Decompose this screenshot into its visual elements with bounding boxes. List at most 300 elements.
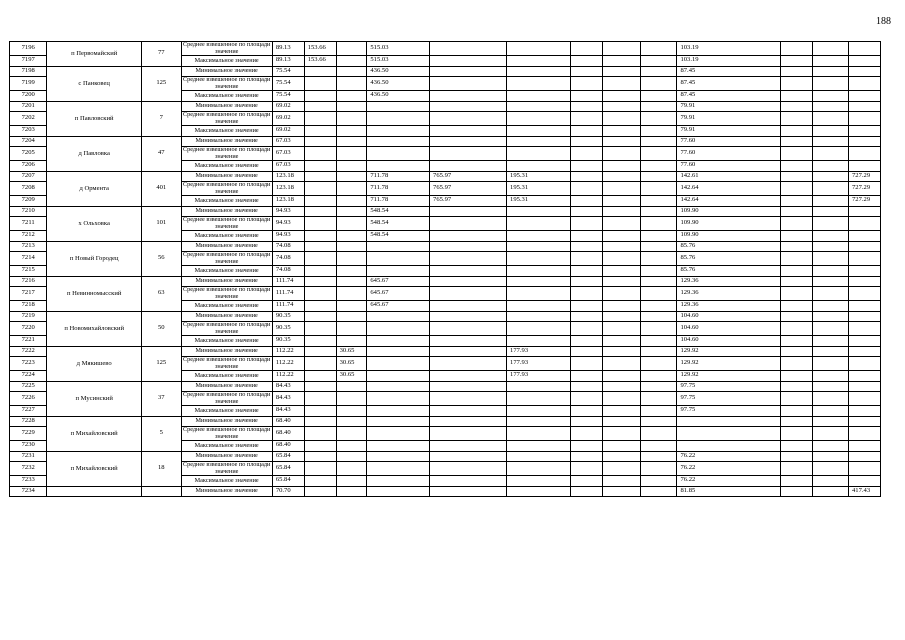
value-cell-1: 94.93 bbox=[272, 217, 304, 231]
table-row bbox=[10, 346, 881, 357]
value-cell-8 bbox=[602, 441, 640, 452]
value-cell-3 bbox=[336, 196, 367, 207]
value-cell-2 bbox=[304, 112, 336, 126]
value-cell-13 bbox=[849, 252, 881, 266]
value-cell-2 bbox=[304, 136, 336, 147]
value-cell-3 bbox=[336, 42, 367, 56]
row-id: 7207 bbox=[10, 171, 47, 182]
value-cell-12 bbox=[812, 42, 848, 56]
table-row bbox=[10, 276, 881, 287]
value-cell-12 bbox=[812, 392, 848, 406]
value-type: Максимальное значение bbox=[181, 196, 272, 207]
population: 401 bbox=[141, 171, 181, 206]
value-cell-5 bbox=[430, 427, 507, 441]
value-cell-12 bbox=[812, 126, 848, 137]
value-cell-1: 68.40 bbox=[272, 427, 304, 441]
row-id: 7220 bbox=[10, 322, 47, 336]
value-cell-11 bbox=[780, 486, 812, 497]
value-cell-1: 90.35 bbox=[272, 311, 304, 322]
value-cell-9 bbox=[641, 56, 677, 67]
value-cell-12 bbox=[812, 241, 848, 252]
value-cell-4 bbox=[367, 427, 430, 441]
value-cell-7 bbox=[570, 311, 602, 322]
value-cell-13: 417.43 bbox=[849, 486, 881, 497]
value-cell-6: 195.31 bbox=[507, 182, 571, 196]
settlement-name: п Новомихайловский bbox=[47, 311, 142, 346]
value-cell-11 bbox=[780, 301, 812, 312]
value-cell-1: 111.74 bbox=[272, 301, 304, 312]
settlement-name: п Мусинский bbox=[47, 381, 142, 416]
value-cell-13 bbox=[849, 392, 881, 406]
value-cell-3 bbox=[336, 322, 367, 336]
value-cell-5: 765.97 bbox=[430, 171, 507, 182]
table-row bbox=[10, 241, 881, 252]
value-cell-13 bbox=[849, 371, 881, 382]
value-cell-2: 153.66 bbox=[304, 42, 336, 56]
value-cell-9 bbox=[641, 427, 677, 441]
value-cell-10: 129.92 bbox=[677, 357, 780, 371]
value-cell-2 bbox=[304, 311, 336, 322]
value-cell-9 bbox=[641, 196, 677, 207]
value-cell-9 bbox=[641, 136, 677, 147]
value-cell-6 bbox=[507, 311, 571, 322]
value-type: Среднее взвешенное по площади значение bbox=[182, 426, 271, 440]
value-cell-3: 30.65 bbox=[336, 357, 367, 371]
value-cell-11 bbox=[780, 371, 812, 382]
value-cell-13 bbox=[849, 406, 881, 417]
value-cell-3 bbox=[336, 486, 367, 497]
value-cell-3 bbox=[336, 441, 367, 452]
value-cell-12 bbox=[812, 311, 848, 322]
value-cell-2 bbox=[304, 161, 336, 172]
value-cell-6 bbox=[507, 381, 571, 392]
value-cell-7 bbox=[570, 381, 602, 392]
value-cell-1: 65.84 bbox=[272, 462, 304, 476]
value-cell-6: 195.31 bbox=[507, 171, 571, 182]
value-type: Минимальное значение bbox=[181, 381, 272, 392]
value-cell-12 bbox=[812, 441, 848, 452]
value-cell-10: 97.75 bbox=[677, 392, 780, 406]
value-cell-10: 85.76 bbox=[677, 252, 780, 266]
row-id: 7200 bbox=[10, 91, 47, 102]
value-cell-5 bbox=[430, 241, 507, 252]
value-cell-1: 123.18 bbox=[272, 171, 304, 182]
value-cell-3 bbox=[336, 56, 367, 67]
value-cell-5 bbox=[430, 42, 507, 56]
value-cell-10: 79.91 bbox=[677, 101, 780, 112]
population: 5 bbox=[141, 416, 181, 451]
value-cell-6 bbox=[507, 441, 571, 452]
value-cell-9 bbox=[641, 381, 677, 392]
value-cell-5 bbox=[430, 357, 507, 371]
population bbox=[141, 486, 181, 497]
value-cell-12 bbox=[812, 322, 848, 336]
value-cell-3 bbox=[336, 126, 367, 137]
value-cell-12 bbox=[812, 486, 848, 497]
value-cell-1: 123.18 bbox=[272, 182, 304, 196]
value-cell-6 bbox=[507, 276, 571, 287]
value-cell-6 bbox=[507, 266, 571, 277]
value-cell-8 bbox=[602, 241, 640, 252]
value-cell-10 bbox=[677, 427, 780, 441]
value-cell-6: 177.93 bbox=[507, 371, 571, 382]
value-cell-13 bbox=[849, 462, 881, 476]
value-cell-4: 645.67 bbox=[367, 287, 430, 301]
value-cell-8 bbox=[602, 66, 640, 77]
value-cell-2 bbox=[304, 196, 336, 207]
value-type: Максимальное значение bbox=[181, 406, 272, 417]
value-cell-11 bbox=[780, 427, 812, 441]
value-cell-8 bbox=[602, 56, 640, 67]
value-cell-3 bbox=[336, 252, 367, 266]
value-cell-11 bbox=[780, 462, 812, 476]
value-cell-3 bbox=[336, 66, 367, 77]
value-cell-4: 436.50 bbox=[367, 77, 430, 91]
value-cell-4 bbox=[367, 381, 430, 392]
value-cell-9 bbox=[641, 112, 677, 126]
value-cell-7 bbox=[570, 196, 602, 207]
value-cell-5 bbox=[430, 136, 507, 147]
value-cell-7 bbox=[570, 427, 602, 441]
value-cell-4 bbox=[367, 126, 430, 137]
value-cell-6 bbox=[507, 77, 571, 91]
value-cell-8 bbox=[602, 336, 640, 347]
value-cell-5 bbox=[430, 77, 507, 91]
value-cell-3 bbox=[336, 301, 367, 312]
value-type: Минимальное значение bbox=[181, 241, 272, 252]
value-cell-11 bbox=[780, 161, 812, 172]
value-cell-8 bbox=[602, 42, 640, 56]
value-cell-3 bbox=[336, 112, 367, 126]
value-cell-3 bbox=[336, 311, 367, 322]
value-cell-2 bbox=[304, 217, 336, 231]
value-cell-6 bbox=[507, 101, 571, 112]
value-cell-7 bbox=[570, 357, 602, 371]
value-cell-10: 87.45 bbox=[677, 66, 780, 77]
value-cell-3 bbox=[336, 462, 367, 476]
settlement-name: д Павловка bbox=[47, 136, 142, 171]
value-cell-5: 765.97 bbox=[430, 196, 507, 207]
settlement-name: д Ормента bbox=[47, 171, 142, 206]
value-cell-11 bbox=[780, 77, 812, 91]
value-cell-5 bbox=[430, 462, 507, 476]
value-cell-7 bbox=[570, 66, 602, 77]
value-cell-4 bbox=[367, 486, 430, 497]
value-cell-1: 74.08 bbox=[272, 266, 304, 277]
value-cell-8 bbox=[602, 206, 640, 217]
value-cell-10: 129.36 bbox=[677, 287, 780, 301]
value-cell-10: 79.91 bbox=[677, 126, 780, 137]
table-row bbox=[10, 416, 881, 427]
value-type: Минимальное значение bbox=[181, 346, 272, 357]
value-type: Максимальное значение bbox=[181, 126, 272, 137]
value-cell-5 bbox=[430, 91, 507, 102]
value-cell-1: 75.54 bbox=[272, 77, 304, 91]
value-cell-8 bbox=[602, 381, 640, 392]
value-cell-12 bbox=[812, 77, 848, 91]
table-row bbox=[10, 206, 881, 217]
value-cell-6 bbox=[507, 91, 571, 102]
value-cell-4 bbox=[367, 101, 430, 112]
value-cell-13 bbox=[849, 311, 881, 322]
value-cell-4 bbox=[367, 371, 430, 382]
value-cell-5 bbox=[430, 416, 507, 427]
value-cell-7 bbox=[570, 322, 602, 336]
value-cell-5 bbox=[430, 301, 507, 312]
value-cell-7 bbox=[570, 101, 602, 112]
population: 77 bbox=[141, 42, 181, 67]
value-cell-7 bbox=[570, 217, 602, 231]
value-cell-12 bbox=[812, 147, 848, 161]
value-cell-4 bbox=[367, 462, 430, 476]
value-cell-12 bbox=[812, 196, 848, 207]
value-cell-5 bbox=[430, 161, 507, 172]
value-cell-3 bbox=[336, 451, 367, 462]
value-cell-10: 104.60 bbox=[677, 311, 780, 322]
value-cell-4: 436.50 bbox=[367, 66, 430, 77]
value-cell-6: 195.31 bbox=[507, 196, 571, 207]
row-id: 7228 bbox=[10, 416, 47, 427]
value-cell-4 bbox=[367, 336, 430, 347]
value-cell-12 bbox=[812, 427, 848, 441]
value-cell-1: 69.02 bbox=[272, 101, 304, 112]
value-cell-12 bbox=[812, 66, 848, 77]
value-cell-4 bbox=[367, 252, 430, 266]
value-cell-2 bbox=[304, 406, 336, 417]
value-cell-1: 74.08 bbox=[272, 252, 304, 266]
value-cell-8 bbox=[602, 266, 640, 277]
value-cell-6 bbox=[507, 161, 571, 172]
value-cell-1: 84.43 bbox=[272, 406, 304, 417]
value-cell-5 bbox=[430, 206, 507, 217]
value-cell-1: 112.22 bbox=[272, 371, 304, 382]
value-cell-8 bbox=[602, 136, 640, 147]
value-cell-13 bbox=[849, 441, 881, 452]
value-cell-10: 77.60 bbox=[677, 136, 780, 147]
value-cell-7 bbox=[570, 77, 602, 91]
row-id: 7221 bbox=[10, 336, 47, 347]
value-cell-11 bbox=[780, 252, 812, 266]
value-cell-10: 76.22 bbox=[677, 462, 780, 476]
settlement-name: с Панковец bbox=[47, 66, 142, 101]
value-cell-4: 548.54 bbox=[367, 217, 430, 231]
value-cell-3 bbox=[336, 241, 367, 252]
value-cell-10: 103.19 bbox=[677, 56, 780, 67]
value-cell-9 bbox=[641, 77, 677, 91]
value-cell-5 bbox=[430, 322, 507, 336]
value-cell-10: 79.91 bbox=[677, 112, 780, 126]
value-cell-12 bbox=[812, 112, 848, 126]
value-type: Среднее взвешенное по площади значение bbox=[182, 286, 271, 300]
value-cell-8 bbox=[602, 276, 640, 287]
value-cell-13 bbox=[849, 136, 881, 147]
value-cell-1: 89.13 bbox=[272, 42, 304, 56]
value-cell-5 bbox=[430, 476, 507, 487]
row-id: 7232 bbox=[10, 462, 47, 476]
value-cell-13: 727.29 bbox=[849, 171, 881, 182]
value-cell-13 bbox=[849, 287, 881, 301]
value-cell-13 bbox=[849, 266, 881, 277]
value-cell-13 bbox=[849, 241, 881, 252]
value-type: Максимальное значение bbox=[181, 441, 272, 452]
value-cell-11 bbox=[780, 346, 812, 357]
value-cell-6 bbox=[507, 416, 571, 427]
value-cell-5 bbox=[430, 231, 507, 242]
table-row bbox=[10, 486, 881, 497]
value-cell-7 bbox=[570, 451, 602, 462]
value-cell-13 bbox=[849, 476, 881, 487]
population: 37 bbox=[141, 381, 181, 416]
value-cell-11 bbox=[780, 136, 812, 147]
value-cell-7 bbox=[570, 252, 602, 266]
value-cell-9 bbox=[641, 287, 677, 301]
value-cell-8 bbox=[602, 406, 640, 417]
value-cell-13: 727.29 bbox=[849, 182, 881, 196]
value-cell-10 bbox=[677, 441, 780, 452]
value-cell-12 bbox=[812, 217, 848, 231]
value-cell-9 bbox=[641, 462, 677, 476]
value-cell-9 bbox=[641, 147, 677, 161]
value-cell-4 bbox=[367, 346, 430, 357]
value-cell-10: 103.19 bbox=[677, 42, 780, 56]
value-cell-8 bbox=[602, 217, 640, 231]
table-row bbox=[10, 42, 881, 56]
value-cell-2 bbox=[304, 381, 336, 392]
value-type: Среднее взвешенное по площади значение bbox=[182, 146, 271, 160]
value-type: Максимальное значение bbox=[181, 91, 272, 102]
population: 101 bbox=[141, 206, 181, 241]
value-cell-4 bbox=[367, 441, 430, 452]
value-cell-4 bbox=[367, 406, 430, 417]
value-cell-3 bbox=[336, 217, 367, 231]
value-cell-3 bbox=[336, 276, 367, 287]
value-cell-10: 109.90 bbox=[677, 217, 780, 231]
value-cell-5 bbox=[430, 441, 507, 452]
value-cell-5 bbox=[430, 66, 507, 77]
value-cell-10 bbox=[677, 416, 780, 427]
value-cell-6 bbox=[507, 406, 571, 417]
value-cell-1: 67.03 bbox=[272, 161, 304, 172]
value-cell-5 bbox=[430, 392, 507, 406]
value-cell-13 bbox=[849, 161, 881, 172]
value-cell-11 bbox=[780, 392, 812, 406]
value-cell-8 bbox=[602, 252, 640, 266]
value-cell-4 bbox=[367, 392, 430, 406]
value-type: Среднее взвешенное по площади значение bbox=[182, 251, 271, 265]
value-type: Максимальное значение bbox=[181, 371, 272, 382]
value-cell-8 bbox=[602, 112, 640, 126]
value-cell-13 bbox=[849, 126, 881, 137]
value-cell-3 bbox=[336, 171, 367, 182]
population: 7 bbox=[141, 101, 181, 136]
value-cell-3 bbox=[336, 406, 367, 417]
value-cell-10: 87.45 bbox=[677, 91, 780, 102]
value-cell-8 bbox=[602, 77, 640, 91]
value-cell-8 bbox=[602, 451, 640, 462]
value-cell-4: 515.03 bbox=[367, 42, 430, 56]
value-cell-8 bbox=[602, 462, 640, 476]
value-cell-12 bbox=[812, 301, 848, 312]
value-type: Минимальное значение bbox=[181, 136, 272, 147]
value-cell-6 bbox=[507, 252, 571, 266]
value-cell-6 bbox=[507, 392, 571, 406]
value-cell-4 bbox=[367, 357, 430, 371]
value-cell-6 bbox=[507, 42, 571, 56]
value-cell-9 bbox=[641, 486, 677, 497]
value-cell-8 bbox=[602, 486, 640, 497]
value-cell-2 bbox=[304, 91, 336, 102]
value-cell-13 bbox=[849, 276, 881, 287]
value-cell-2 bbox=[304, 476, 336, 487]
value-cell-10: 77.60 bbox=[677, 161, 780, 172]
value-cell-12 bbox=[812, 266, 848, 277]
value-cell-7 bbox=[570, 486, 602, 497]
value-cell-3 bbox=[336, 101, 367, 112]
value-cell-11 bbox=[780, 276, 812, 287]
value-type: Максимальное значение bbox=[181, 301, 272, 312]
value-cell-6 bbox=[507, 462, 571, 476]
value-cell-10: 87.45 bbox=[677, 77, 780, 91]
population: 125 bbox=[141, 346, 181, 381]
value-cell-9 bbox=[641, 301, 677, 312]
value-cell-10: 129.92 bbox=[677, 371, 780, 382]
value-cell-5: 765.97 bbox=[430, 182, 507, 196]
value-cell-8 bbox=[602, 416, 640, 427]
value-cell-1: 69.02 bbox=[272, 126, 304, 137]
value-cell-2 bbox=[304, 427, 336, 441]
table-row bbox=[10, 171, 881, 182]
value-cell-4 bbox=[367, 476, 430, 487]
value-cell-12 bbox=[812, 136, 848, 147]
value-cell-11 bbox=[780, 171, 812, 182]
value-type: Минимальное значение bbox=[181, 66, 272, 77]
value-cell-2 bbox=[304, 371, 336, 382]
value-cell-11 bbox=[780, 441, 812, 452]
value-cell-11 bbox=[780, 66, 812, 77]
value-type: Минимальное значение bbox=[181, 451, 272, 462]
value-cell-4 bbox=[367, 147, 430, 161]
population: 18 bbox=[141, 451, 181, 486]
value-cell-9 bbox=[641, 171, 677, 182]
value-cell-9 bbox=[641, 276, 677, 287]
value-cell-12 bbox=[812, 56, 848, 67]
value-cell-6 bbox=[507, 476, 571, 487]
value-cell-1: 84.43 bbox=[272, 381, 304, 392]
value-cell-6: 177.93 bbox=[507, 357, 571, 371]
value-cell-6 bbox=[507, 206, 571, 217]
value-cell-5 bbox=[430, 126, 507, 137]
value-cell-9 bbox=[641, 66, 677, 77]
value-cell-10: 85.76 bbox=[677, 241, 780, 252]
value-cell-13 bbox=[849, 101, 881, 112]
value-cell-9 bbox=[641, 322, 677, 336]
value-cell-11 bbox=[780, 182, 812, 196]
value-cell-5 bbox=[430, 381, 507, 392]
value-cell-7 bbox=[570, 266, 602, 277]
value-cell-12 bbox=[812, 182, 848, 196]
value-cell-1: 89.13 bbox=[272, 56, 304, 67]
value-cell-13 bbox=[849, 301, 881, 312]
value-cell-11 bbox=[780, 266, 812, 277]
value-cell-13: 727.29 bbox=[849, 196, 881, 207]
value-cell-4: 548.54 bbox=[367, 206, 430, 217]
value-cell-12 bbox=[812, 101, 848, 112]
value-cell-13 bbox=[849, 77, 881, 91]
value-cell-13 bbox=[849, 427, 881, 441]
value-cell-12 bbox=[812, 161, 848, 172]
value-cell-6 bbox=[507, 112, 571, 126]
page-number: 188 bbox=[876, 16, 891, 27]
